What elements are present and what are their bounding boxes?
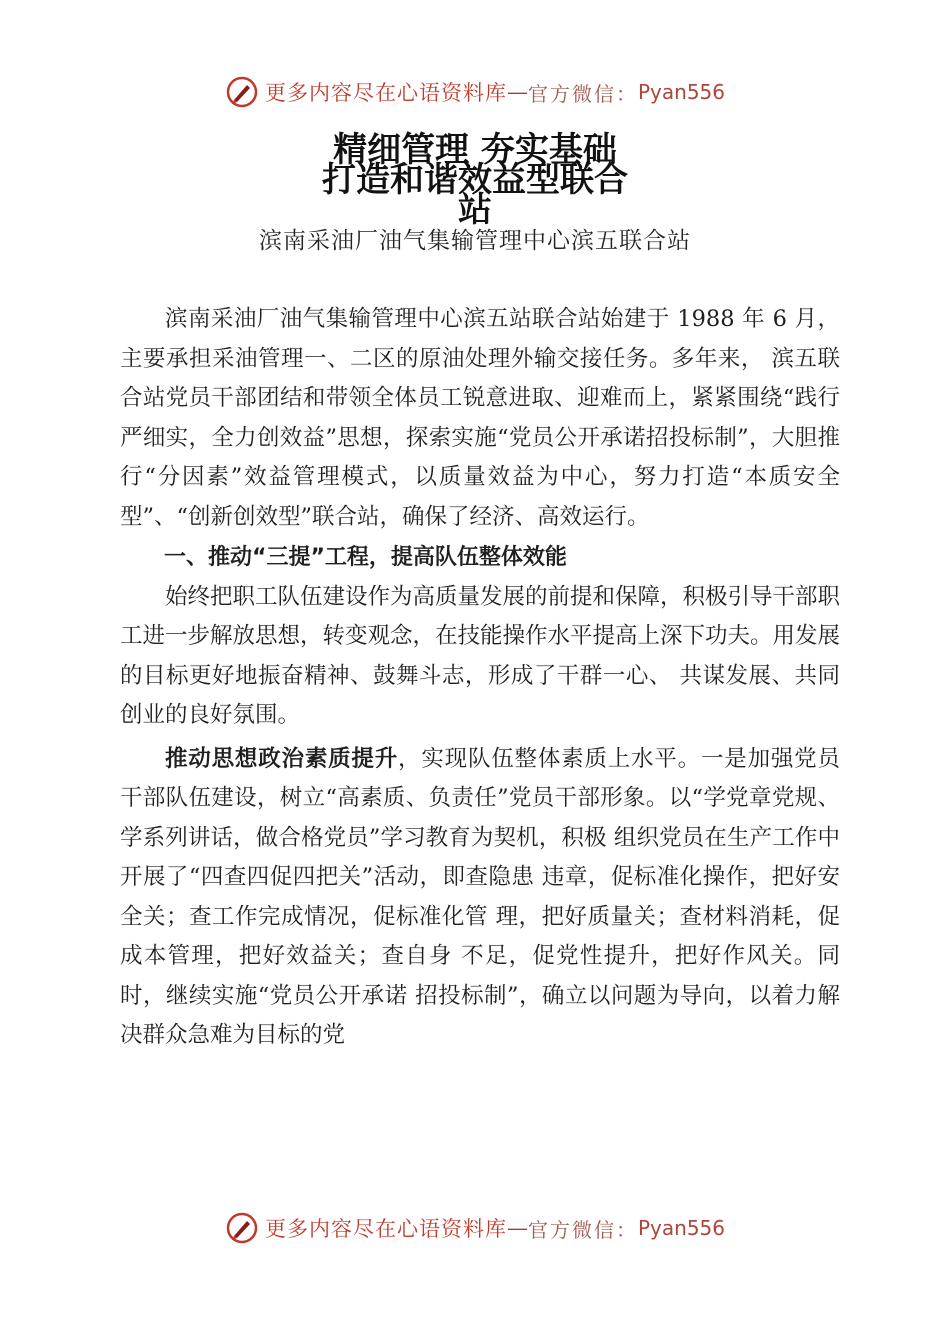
paragraph-rest: ，实现队伍整体素质上水平。一是加强党员干部队伍建设，树立“高素质、负责任”党员干部形象。以“学党章党规、学系列讲话，做合格党员”学习教育为契机，积极 组织党员在生产工作中开展了“四查四促四把关”活动，即查隐患 违章，促标准化操作，把好安全关；查工作完成情况，促标准化管 理，把好质量关；查材料消耗，促成本管理，把好效益关；查自身 不足，促党性提升，把好作风关。同时，继续实施“党员公开承诺 招投标制”，确立以问题为导向，以着力解决群众急难为目标的党 xyxy=(120,745,840,1048)
paragraph-political xyxy=(120,740,840,1056)
watermark-separator: — xyxy=(506,1216,528,1240)
footer-watermark xyxy=(0,1208,950,1248)
doc-title-line-2: 打造和谐效益型联合 xyxy=(322,160,628,200)
watermark-separator: — xyxy=(506,80,528,104)
watermark-label: 官方微信： xyxy=(527,1217,638,1242)
watermark-id: Pyan556 xyxy=(637,80,725,104)
doc-title-line-1: 精细管理 夯实基础 xyxy=(333,130,617,170)
paragraph-intro: 滨南采油厂油气集输管理中心滨五站联合站始建于 1988 年 6 月，主要承担采油管理一、二区的原油处理外输交接任务。多年来， 滨五联合站党员干部团结和带领全体员工锐意进取、迎难而上，紧紧围绕“践行严细实，全力创效益”思想，探索实施“党员公开承诺招投标制”，大胆推行“分因素”效益管理模式，以质量效益为中心，努力打造“本质安全型”、“创新创效型”联合站，确保了经济、高效运行。 xyxy=(120,306,840,530)
doc-body xyxy=(120,300,840,1056)
pen-logo-icon xyxy=(225,75,259,109)
doc-title-line-3: 站 xyxy=(458,190,492,230)
section-heading-1: 一、推动“三提”工程，提高队伍整体效能 xyxy=(164,545,567,570)
doc-organization: 滨南采油厂油气集输管理中心滨五联合站 xyxy=(259,228,691,254)
watermark-id: Pyan556 xyxy=(637,1216,725,1240)
watermark-brand: 更多内容尽在心语资料库 xyxy=(264,1217,507,1241)
watermark-label: 官方微信： xyxy=(527,81,638,106)
header-watermark xyxy=(0,72,950,112)
watermark-brand: 更多内容尽在心语资料库 xyxy=(264,81,507,105)
pen-logo-icon xyxy=(225,1211,259,1245)
paragraph-lead: 推动思想政治素质提升 xyxy=(165,745,399,772)
paragraph-team: 始终把职工队伍建设作为高质量发展的前提和保障，积极引导干部职工进一步解放思想，转变观念，在技能操作水平提高上深下功夫。用发展的目标更好地振奋精神、鼓舞斗志，形成了干群一心、 共谋发展、共同创业的良好氛围。 xyxy=(120,583,841,728)
